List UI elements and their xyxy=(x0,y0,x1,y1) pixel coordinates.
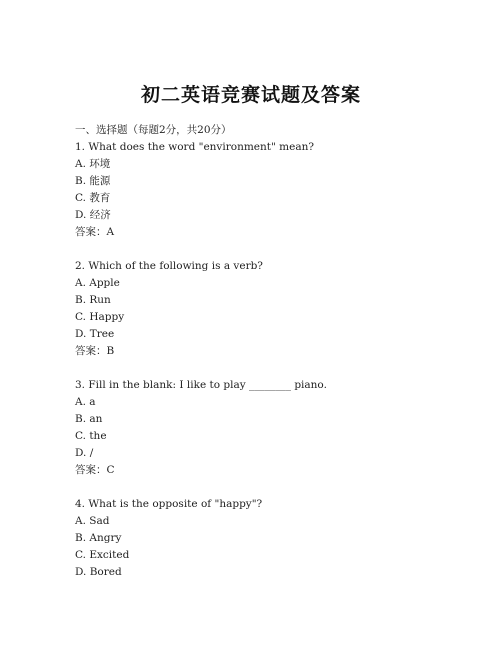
option-a: A. 环境 xyxy=(75,158,111,170)
spacer xyxy=(75,479,475,496)
option-c: C. Excited xyxy=(75,549,130,561)
answer-text: 答案：C xyxy=(75,464,115,476)
spacer xyxy=(75,360,475,377)
option-a: A. a xyxy=(75,396,96,408)
question-text: 4. What is the opposite of "happy"? xyxy=(75,498,263,510)
question-text: 2. Which of the following is a verb? xyxy=(75,260,263,272)
question-block xyxy=(75,496,475,581)
option-b: B. Run xyxy=(75,294,111,306)
document-title: 初二英语竞赛试题及答案 xyxy=(140,84,361,106)
question-text: 3. Fill in the blank: I like to play ________ piano. xyxy=(75,379,327,391)
answer-text: 答案：A xyxy=(75,226,115,238)
option-b: B. an xyxy=(75,413,103,425)
option-c: C. 教育 xyxy=(75,192,111,204)
option-a: A. Sad xyxy=(75,515,110,527)
question-block xyxy=(75,377,475,479)
option-d: D. Bored xyxy=(75,566,122,578)
option-d: D. 经济 xyxy=(75,209,111,221)
option-d: D. / xyxy=(75,447,94,459)
question-block xyxy=(75,139,475,241)
answer-text: 答案：B xyxy=(75,345,115,357)
document-body xyxy=(75,122,475,581)
option-b: B. 能源 xyxy=(75,175,111,187)
spacer xyxy=(75,241,475,258)
option-a: A. Apple xyxy=(75,277,120,289)
option-b: B. Angry xyxy=(75,532,122,544)
question-text: 1. What does the word "environment" mean? xyxy=(75,141,314,153)
option-c: C. Happy xyxy=(75,311,125,323)
option-d: D. Tree xyxy=(75,328,115,340)
question-block xyxy=(75,258,475,360)
section-heading: 一、选择题（每题2分，共20分） xyxy=(75,124,232,136)
option-c: C. the xyxy=(75,430,107,442)
